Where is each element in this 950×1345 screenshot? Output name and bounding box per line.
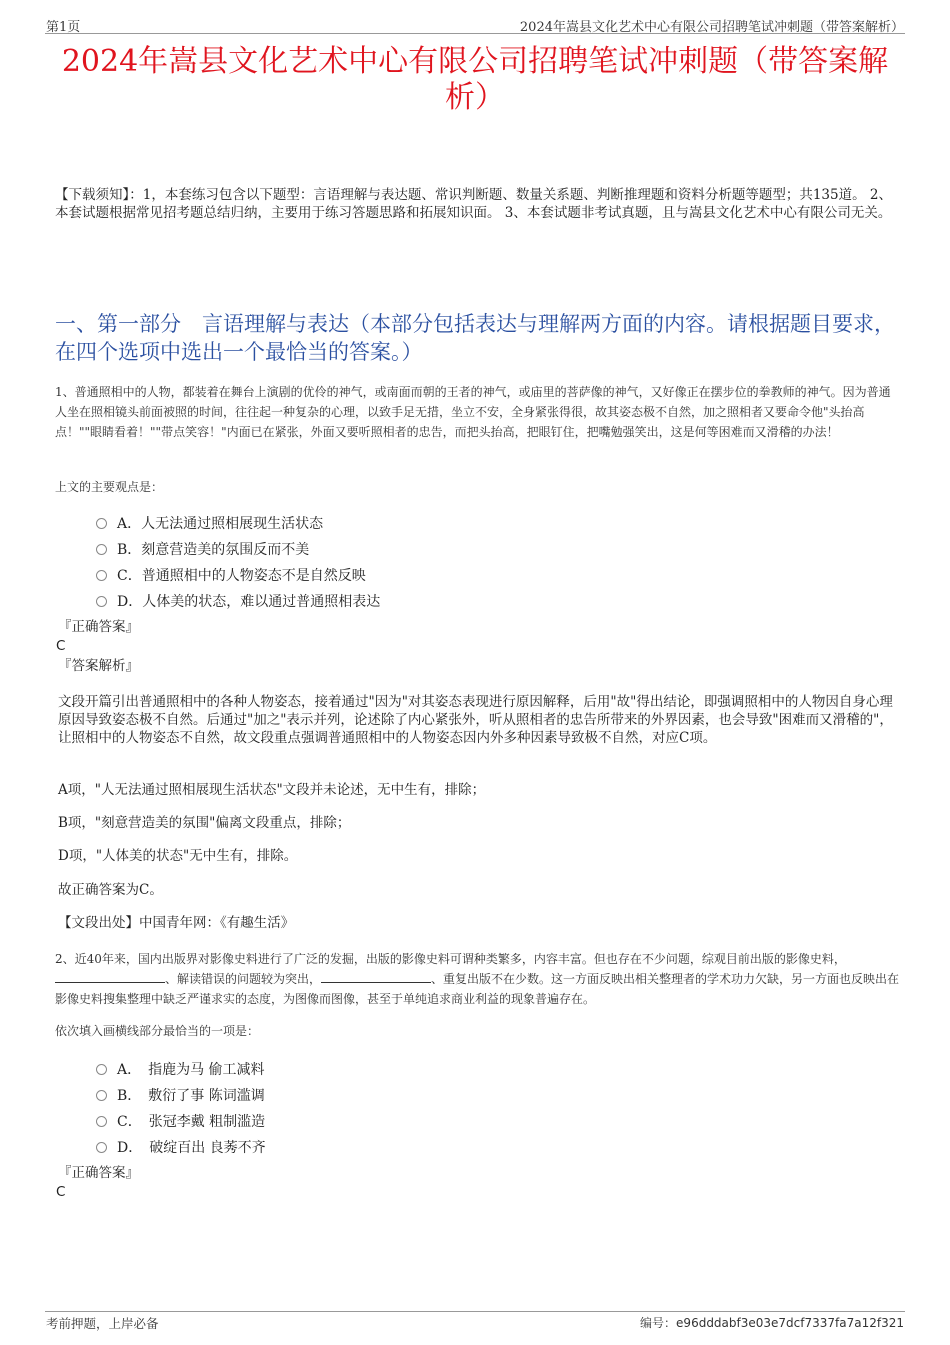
question-2-text [55, 949, 900, 1009]
radio-icon[interactable] [96, 1142, 107, 1153]
question-2-prompt: 依次填入画横线部分最恰当的一项是： [55, 1024, 260, 1038]
document-title: 2024年嵩县文化艺术中心有限公司招聘笔试冲刺题（带答案解析） [61, 44, 889, 115]
document-id: 编号：e96dddabf3e03e7dcf7337fa7a12f321 [640, 1316, 904, 1330]
footer-slogan: 考前押题，上岸必备 [46, 1316, 159, 1331]
analysis-d: D项，"人体美的状态"无中生有，排除。 [58, 848, 298, 864]
header-title: 2024年嵩县文化艺术中心有限公司招聘笔试冲刺题（带答案解析） [519, 20, 904, 35]
analysis-a: A项，"人无法通过照相展现生活状态"文段并未论述，无中生有，排除； [58, 782, 486, 798]
q2-answer-value: C [56, 1184, 66, 1200]
page-number: 第1页 [46, 20, 81, 35]
option-label: A． 指鹿为马 偷工减料 [117, 1062, 265, 1078]
radio-icon[interactable] [96, 1090, 107, 1101]
analysis-text: 文段开篇引出普通照相中的各种人物姿态，接着通过"因为"对其姿态表现进行原因解释，后用"故"得出结论，即强调照相中的人物因自身心理原因导致姿态极不自然。后通过"加之"表示并列，论述除了内心紧张外，听从照相者的忠告所带来的外界因素，也会导致"困难而又滑稽的"，让照相中的人物姿态不自然，故文段重点强调普通照相中的人物姿态因内外多种因素导致极不自然，对应C项。 [58, 694, 893, 746]
download-notice: 【下载须知】：1，本套练习包含以下题型：言语理解与表达题、常识判断题、数量关系题、判断推理题和资料分析题等题型；共135道。 2、本套试题根据常见招考题总结归纳，主要用于练习答题思路和拓展知识面。 3、本套试题非考试真题，且与嵩县文化艺术中心有限公司无关。 [55, 187, 892, 221]
radio-icon[interactable] [96, 570, 107, 581]
answer-label: 『正确答案』 [58, 619, 139, 635]
option-c[interactable] [96, 565, 366, 585]
radio-icon[interactable] [96, 596, 107, 607]
radio-icon[interactable] [96, 1064, 107, 1075]
analysis-label: 『答案解析』 [58, 658, 139, 674]
q2-option-a[interactable] [96, 1059, 265, 1079]
q2-text-part: 、重复出版不在少数。这一方面反映出相关整理者的学术功力欠缺，另一方面也反映出在影像史料搜集整理中缺乏严谨求实的态度，为图像而图像，甚至于单纯追求商业利益的现象普遍存在。 [55, 972, 900, 1006]
analysis-conclusion: 故正确答案为C。 [58, 882, 163, 898]
radio-icon[interactable] [96, 544, 107, 555]
analysis-b: B项，"刻意营造美的氛围"偏离文段重点，排除； [58, 815, 351, 831]
option-label: D．人体美的状态，难以通过普通照相表达 [117, 594, 381, 610]
blank-2 [321, 972, 431, 983]
q2-text-part: 、解读错误的问题较为突出， [165, 972, 322, 986]
section-heading: 一、第一部分 言语理解与表达（本部分包括表达与理解两方面的内容。请根据题目要求，在四个选项中选出一个最恰当的答案。） [55, 312, 895, 364]
option-label: A．人无法通过照相展现生活状态 [117, 516, 324, 532]
radio-icon[interactable] [96, 1116, 107, 1127]
header-divider [45, 33, 905, 34]
option-label: D． 破绽百出 良莠不齐 [117, 1140, 266, 1156]
option-a[interactable] [96, 513, 323, 533]
source-citation: 【文段出处】中国青年网：《有趣生活》 [58, 915, 295, 931]
option-b[interactable] [96, 539, 309, 559]
footer-divider [45, 1311, 905, 1312]
radio-icon[interactable] [96, 518, 107, 529]
q2-option-c[interactable] [96, 1111, 265, 1131]
q2-option-d[interactable] [96, 1137, 266, 1157]
option-label: B．刻意营造美的氛围反而不美 [117, 542, 310, 558]
question-1-text: 1、普通照相中的人物，都装着在舞台上演剧的优伶的神气，或南面而朝的王者的神气，或庙里的菩萨像的神气，又好像正在摆步位的拳教师的神气。因为普通人坐在照相镜头前面被照的时间，往往起一种复杂的心理，以致手足无措，坐立不安，全身紧张得很，故其姿态极不自然，加之照相者又要命令他"头抬高点！""眼睛看着！""带点笑容！"内面已在紧张，外面又要听照相者的忠告，而把头抬高，把眼钉住，把嘴勉强笑出，这是何等困难而又滑稽的办法！ [55, 385, 891, 439]
q2-text-part: 2、近40年来，国内出版界对影像史料进行了广泛的发掘，出版的影像史料可谓种类繁多，内容丰富。但也存在不少问题，综观目前出版的影像史料， [55, 952, 846, 966]
blank-1 [55, 972, 165, 983]
option-label: B． 敷衍了事 陈词滥调 [117, 1088, 265, 1104]
question-1-prompt: 上文的主要观点是： [55, 480, 164, 494]
option-label: C． 张冠李戴 粗制滥造 [117, 1114, 266, 1130]
option-d[interactable] [96, 591, 380, 611]
q2-answer-label: 『正确答案』 [58, 1165, 139, 1181]
option-label: C．普通照相中的人物姿态不是自然反映 [117, 568, 366, 584]
q2-option-b[interactable] [96, 1085, 265, 1105]
answer-value: C [56, 638, 66, 654]
